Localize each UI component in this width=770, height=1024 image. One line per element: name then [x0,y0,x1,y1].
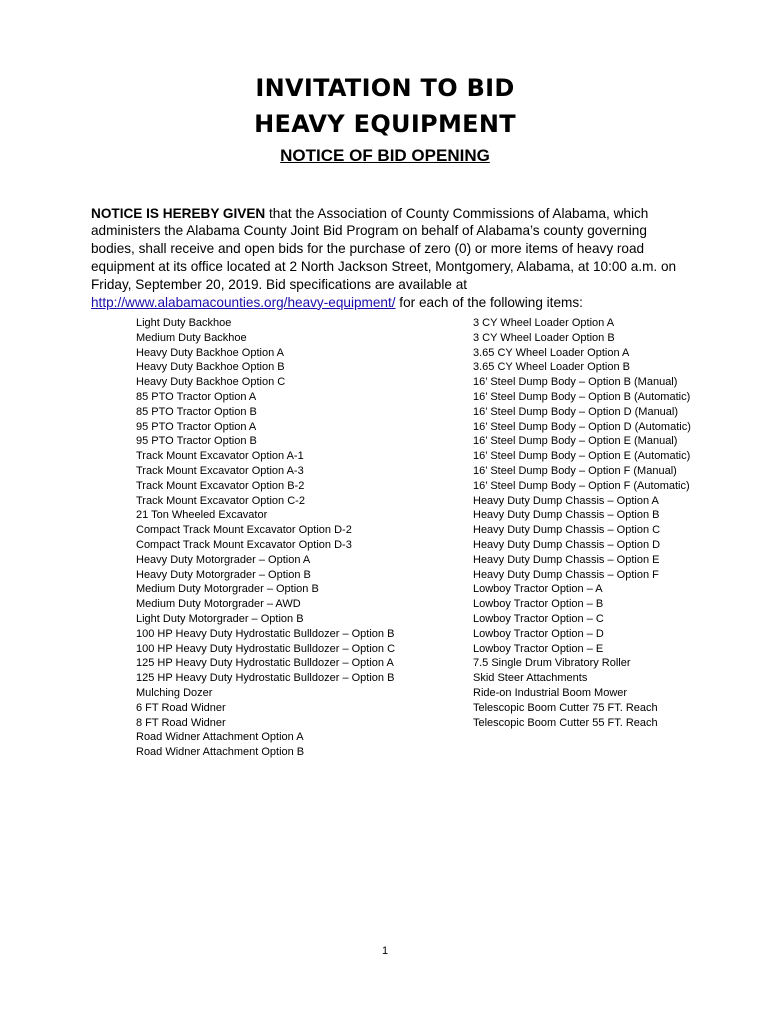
list-item: Ride-on Industrial Boom Mower [473,686,628,699]
document-title-line1: INVITATION TO BID [255,74,515,102]
list-item: 21 Ton Wheeled Excavator [136,509,268,522]
list-item: 3.65 CY Wheel Loader Option A [473,346,630,359]
items-list-left [136,316,436,760]
list-item: Medium Duty Motorgrader – Option B [136,583,319,596]
document-subtitle: NOTICE OF BID OPENING [280,146,490,165]
list-item: Lowboy Tractor Option – C [473,612,604,625]
notice-paragraph [91,205,681,312]
list-item: 95 PTO Tractor Option B [136,435,257,448]
list-item: 16’ Steel Dump Body – Option D (Manual) [473,405,679,418]
list-item: 16’ Steel Dump Body – Option B (Manual) [473,376,678,389]
list-item: 85 PTO Tractor Option A [136,390,257,403]
list-item: 7.5 Single Drum Vibratory Roller [473,657,631,670]
specifications-link[interactable]: http://www.alabamacounties.org/heavy-equipment/ [91,294,396,310]
list-item: Medium Duty Motorgrader – AWD [136,598,301,611]
list-item: Heavy Duty Backhoe Option C [136,376,286,389]
list-item: Light Duty Backhoe [136,317,232,329]
list-item: Heavy Duty Dump Chassis – Option C [473,524,661,537]
list-item: 8 FT Road Widner [136,716,226,729]
list-item: Skid Steer Attachments [473,672,588,685]
list-item: Telescopic Boom Cutter 55 FT. Reach [473,716,658,729]
list-item: 125 HP Heavy Duty Hydrostatic Bulldozer – Option B [136,672,395,685]
list-item: Road Widner Attachment Option B [136,746,305,759]
list-item: Compact Track Mount Excavator Option D-2 [136,524,352,537]
list-item: Heavy Duty Dump Chassis – Option B [473,509,660,522]
list-item: 100 HP Heavy Duty Hydrostatic Bulldozer – Option B [136,627,395,640]
page-number: 1 [381,945,389,957]
document-title-line2: HEAVY EQUIPMENT [254,110,516,138]
list-item: 16’ Steel Dump Body – Option D (Automatic) [473,420,691,433]
list-item: 16’ Steel Dump Body – Option E (Automatic) [473,450,691,463]
list-item: Lowboy Tractor Option – A [473,583,603,596]
list-item: Road Widner Attachment Option A [136,731,304,744]
list-item: Lowboy Tractor Option – B [473,598,604,611]
list-item: 3 CY Wheel Loader Option A [473,317,615,329]
list-item: 16’ Steel Dump Body – Option F (Automatic) [473,479,690,492]
list-item: Heavy Duty Backhoe Option A [136,346,284,359]
list-item: 125 HP Heavy Duty Hydrostatic Bulldozer – Option A [136,657,394,670]
list-item: Compact Track Mount Excavator Option D-3 [136,538,352,551]
list-item: 85 PTO Tractor Option B [136,405,257,418]
list-item: 16’ Steel Dump Body – Option E (Manual) [473,435,678,448]
list-item: Heavy Duty Dump Chassis – Option D [473,538,661,551]
items-list-right [473,316,733,730]
list-item: Mulching Dozer [136,686,213,699]
list-item: Track Mount Excavator Option A-3 [136,464,304,477]
list-item: 3.65 CY Wheel Loader Option B [473,361,630,374]
list-item: Medium Duty Backhoe [136,331,247,344]
list-item: 16’ Steel Dump Body – Option B (Automatic) [473,390,691,403]
list-item: 6 FT Road Widner [136,701,226,714]
list-item: Track Mount Excavator Option C-2 [136,494,305,507]
list-item: 3 CY Wheel Loader Option B [473,331,615,344]
list-item: Heavy Duty Motorgrader – Option B [136,568,311,581]
list-item: Heavy Duty Dump Chassis – Option A [473,494,659,507]
list-item: Heavy Duty Backhoe Option B [136,361,285,374]
notice-lead: NOTICE IS HEREBY GIVEN [91,205,266,221]
list-item: Light Duty Motorgrader – Option B [136,612,304,625]
list-item: 16’ Steel Dump Body – Option F (Manual) [473,464,677,477]
list-item: 95 PTO Tractor Option A [136,420,257,433]
list-item: Telescopic Boom Cutter 75 FT. Reach [473,701,658,714]
list-item: Heavy Duty Dump Chassis – Option E [473,553,660,566]
list-item: 100 HP Heavy Duty Hydrostatic Bulldozer – Option C [136,642,396,655]
list-item: Track Mount Excavator Option A-1 [136,450,304,463]
notice-text-after-link: for each of the following items: [395,294,583,310]
notice-text-before-link: that the Association of County Commissions of Alabama, which administers the Alabama County Joint Bid Program on behalf of Alabama’s county governing bodies, shall receive and open bids for the purchase of zero (0) or more items of heavy road equipment at its office located at 2 North Jackson Street, Montgomery, Alabama, at 10:00 a.m. on Friday, September 20, 2019. Bid specifications are available at [91,205,677,292]
list-item: Lowboy Tractor Option – D [473,627,604,640]
list-item: Heavy Duty Dump Chassis – Option F [473,568,659,581]
list-item: Track Mount Excavator Option B-2 [136,479,305,492]
list-item: Lowboy Tractor Option – E [473,642,604,655]
list-item: Heavy Duty Motorgrader – Option A [136,553,311,566]
